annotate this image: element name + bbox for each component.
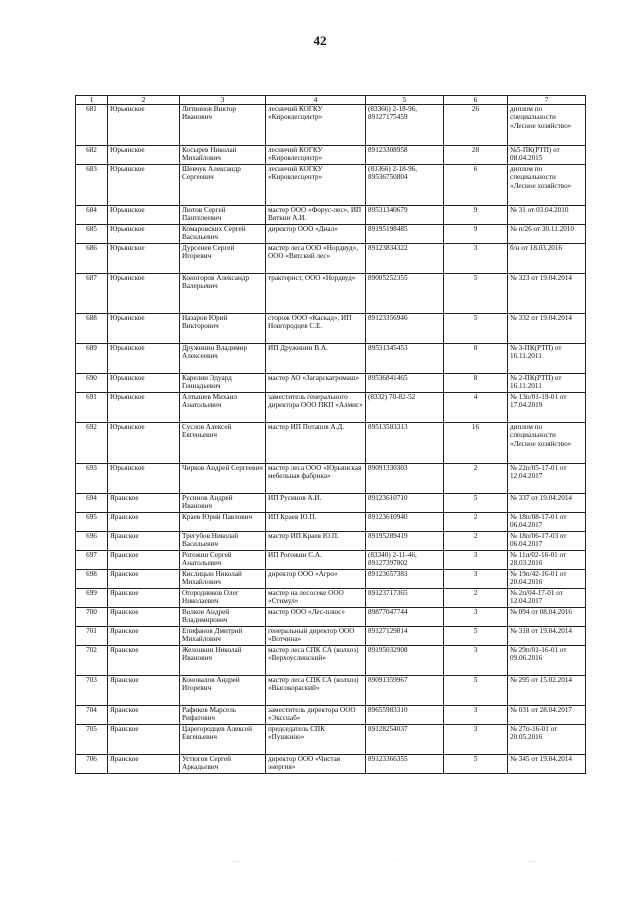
person-name-cell: Русинов Андрей Иванович: [180, 494, 266, 513]
district-cell: Яранское: [108, 627, 180, 646]
person-name-cell: Царегородцев Алексей Евгеньевич: [180, 725, 266, 755]
district-cell: Яранское: [108, 755, 180, 774]
district-cell: Яранское: [108, 646, 180, 676]
district-cell: Яранское: [108, 551, 180, 570]
table-row: [76, 706, 586, 725]
phone-cell: 89195032908: [366, 646, 444, 676]
document-cell: № 19п/42-16-01 от 20.04.2016: [508, 570, 586, 589]
district-cell: Юрьянское: [108, 423, 180, 464]
scan-marks: . . . · . . .: [232, 858, 536, 864]
document-cell: диплом по специальности «Лесное хозяйство»: [508, 423, 586, 464]
position-cell: мастер ИП Краев Ю.П.: [266, 532, 366, 551]
column-header: 2: [108, 96, 180, 105]
position-cell: директор ООО «Агро»: [266, 570, 366, 589]
table-row: [76, 755, 586, 774]
page-number: 42: [313, 33, 327, 48]
district-cell: Юрьянское: [108, 146, 180, 165]
table-row: [76, 423, 586, 464]
person-name-cell: Литвинов Виктор Иванович: [180, 105, 266, 146]
position-cell: мастер на лесосеке ООО «Стимул»: [266, 589, 366, 608]
district-cell: Юрьянское: [108, 244, 180, 274]
person-name-cell: Рогожин Сергей Анатольевич: [180, 551, 266, 570]
person-name-cell: Огородников Олег Николаевич: [180, 589, 266, 608]
table-row: [76, 244, 586, 274]
document-cell: диплом по специальности «Лесное хозяйство»: [508, 105, 586, 146]
district-cell: Яранское: [108, 725, 180, 755]
table-row: [76, 513, 586, 532]
experience-cell: 3: [444, 551, 508, 570]
phone-cell: 89123308958: [366, 146, 444, 165]
position-cell: мастер леса СПК СА (колхоз) «Высокораский»: [266, 676, 366, 706]
document-cell: № 11п/02-16-01 от 28.03.2016: [508, 551, 586, 570]
phone-cell: 89655983310: [366, 706, 444, 725]
row-number: 702: [76, 646, 108, 676]
table-row: [76, 206, 586, 225]
table-row: [76, 570, 586, 589]
district-cell: Яранское: [108, 706, 180, 725]
row-number: 698: [76, 570, 108, 589]
position-cell: тракторист, ООО «Нордвуд»: [266, 274, 366, 314]
experience-cell: 28: [444, 146, 508, 165]
experience-cell: 8: [444, 374, 508, 393]
person-name-cell: Желонкин Николай Иванович: [180, 646, 266, 676]
district-cell: Юрьянское: [108, 344, 180, 374]
table-row: [76, 676, 586, 706]
phone-cell: (83340) 2-11-46, 89127397802: [366, 551, 444, 570]
person-name-cell: Алтышев Михаил Анатольевич: [180, 393, 266, 423]
experience-cell: 5: [444, 627, 508, 646]
experience-cell: 3: [444, 244, 508, 274]
row-number: 690: [76, 374, 108, 393]
row-number: 692: [76, 423, 108, 464]
position-cell: мастер АО «Загарскагромаш»: [266, 374, 366, 393]
document-cell: б/н от 18.03.2016: [508, 244, 586, 274]
registry-table: [75, 95, 586, 774]
column-header: 1: [76, 96, 108, 105]
person-name-cell: Косырев Николай Михайлович: [180, 146, 266, 165]
document-cell: № 18п/06-17-03 от 06.04.2017: [508, 532, 586, 551]
phone-cell: 89123834322: [366, 244, 444, 274]
position-cell: мастер ИП Потапов А.Д.: [266, 423, 366, 464]
row-number: 684: [76, 206, 108, 225]
table-row: [76, 393, 586, 423]
position-cell: ИП Рогожин С.А.: [266, 551, 366, 570]
person-name-cell: Устюгов Сергей Аркадьевич: [180, 755, 266, 774]
district-cell: Яранское: [108, 494, 180, 513]
person-name-cell: Рафиков Марсель Рифатович: [180, 706, 266, 725]
row-number: 706: [76, 755, 108, 774]
row-number: 705: [76, 725, 108, 755]
table-row: [76, 608, 586, 627]
phone-cell: 89128254037: [366, 725, 444, 755]
column-header: 3: [180, 96, 266, 105]
row-number: 688: [76, 314, 108, 344]
table-row: [76, 646, 586, 676]
district-cell: Юрьянское: [108, 464, 180, 494]
district-cell: Яранское: [108, 570, 180, 589]
table-row: [76, 464, 586, 494]
column-header: 6: [444, 96, 508, 105]
person-name-cell: Трегубов Николай Васильевич: [180, 532, 266, 551]
person-name-cell: Комаровских Сергей Васильевич: [180, 225, 266, 244]
row-number: 682: [76, 146, 108, 165]
person-name-cell: Назаров Юрий Викторович: [180, 314, 266, 344]
person-name-cell: Епифанов Дмитрий Михайлович: [180, 627, 266, 646]
experience-cell: 3: [444, 725, 508, 755]
phone-cell: 89195198485: [366, 225, 444, 244]
position-cell: директор ООО «Чистая энергия»: [266, 755, 366, 774]
person-name-cell: Коногоров Александр Валерьевич: [180, 274, 266, 314]
experience-cell: 5: [444, 755, 508, 774]
table-row: [76, 274, 586, 314]
experience-cell: 3: [444, 706, 508, 725]
row-number: 683: [76, 165, 108, 206]
phone-cell: 89091330303: [366, 464, 444, 494]
phone-cell: 89127129814: [366, 627, 444, 646]
document-cell: № 094 от 08.04.2016: [508, 608, 586, 627]
district-cell: Юрьянское: [108, 225, 180, 244]
row-number: 699: [76, 589, 108, 608]
phone-cell: 89531340679: [366, 206, 444, 225]
table-row: [76, 105, 586, 146]
table-row: [76, 532, 586, 551]
phone-cell: 89123356946: [366, 314, 444, 344]
person-name-cell: Коновалов Андрей Игоревич: [180, 676, 266, 706]
table-row: [76, 589, 586, 608]
experience-cell: 2: [444, 464, 508, 494]
person-name-cell: Чирков Андрей Сергеевич: [180, 464, 266, 494]
person-name-cell: Дурсенев Сергей Игоревич: [180, 244, 266, 274]
table-row: [76, 494, 586, 513]
district-cell: Яранское: [108, 676, 180, 706]
district-cell: Яранское: [108, 532, 180, 551]
district-cell: Яранское: [108, 589, 180, 608]
district-cell: Юрьянское: [108, 206, 180, 225]
document-cell: № 345 от 19.04.2014: [508, 755, 586, 774]
district-cell: Юрьянское: [108, 274, 180, 314]
district-cell: Юрьянское: [108, 393, 180, 423]
table-row: [76, 725, 586, 755]
phone-cell: (83366) 2-18-96, 89127175459: [366, 105, 444, 146]
table-row: [76, 551, 586, 570]
experience-cell: 2: [444, 532, 508, 551]
document-cell: диплом по специальности «Лесное хозяйство»: [508, 165, 586, 206]
experience-cell: 9: [444, 225, 508, 244]
position-cell: лесничий КОГКУ «Кировлесцентр»: [266, 105, 366, 146]
phone-cell: 89536841465: [366, 374, 444, 393]
document-cell: № 3-ПК(РТП) от 16.11.2011: [508, 344, 586, 374]
document-cell: № 031 от 28.04.2017: [508, 706, 586, 725]
experience-cell: 9: [444, 206, 508, 225]
experience-cell: 5: [444, 314, 508, 344]
position-cell: директор ООО «Диал»: [266, 225, 366, 244]
document-cell: № 323 от 19.04.2014: [508, 274, 586, 314]
row-number: 687: [76, 274, 108, 314]
experience-cell: 5: [444, 274, 508, 314]
table-row: [76, 146, 586, 165]
position-cell: генеральный директор ООО «Вотчина»: [266, 627, 366, 646]
experience-cell: 3: [444, 646, 508, 676]
phone-cell: 89123610710: [366, 494, 444, 513]
position-cell: ИП Краев Ю.П.: [266, 513, 366, 532]
document-cell: № 18п/08-17-01 от 06.04.2017: [508, 513, 586, 532]
position-cell: мастер леса ООО «Юрьянская мебельная фабрика»: [266, 464, 366, 494]
column-number-row: [76, 96, 586, 105]
position-cell: мастер леса ООО «Нордвуд», ООО «Вятский лес»: [266, 244, 366, 274]
document-cell: № 27п-16-01 от 20.05.2016: [508, 725, 586, 755]
column-header: 4: [266, 96, 366, 105]
district-cell: Юрьянское: [108, 105, 180, 146]
position-cell: мастер ООО «Лес-плюс»: [266, 608, 366, 627]
document-cell: № 337 от 19.04.2014: [508, 494, 586, 513]
experience-cell: 3: [444, 570, 508, 589]
table-row: [76, 344, 586, 374]
table-header: [76, 96, 586, 105]
phone-cell: (83366) 2-18-96, 89536750804: [366, 165, 444, 206]
person-name-cell: Лютов Сергей Пантелеевич: [180, 206, 266, 225]
column-header: 5: [366, 96, 444, 105]
position-cell: ИП Русинов А.И.: [266, 494, 366, 513]
row-number: 681: [76, 105, 108, 146]
person-name-cell: Шевчук Александр Сергеевич: [180, 165, 266, 206]
row-number: 695: [76, 513, 108, 532]
table-row: [76, 314, 586, 344]
phone-cell: 89091359967: [366, 676, 444, 706]
document-cell: №5-ПК(РТП) от 08.04.2015: [508, 146, 586, 165]
position-cell: ИП Дружинин В.А.: [266, 344, 366, 374]
document-cell: № 332 от 19.04.2014: [508, 314, 586, 344]
person-name-cell: Карелин Эдуард Геннадьевич: [180, 374, 266, 393]
document-cell: № 2п/04-17-01 от 12.04.2017: [508, 589, 586, 608]
phone-cell: 89513503313: [366, 423, 444, 464]
experience-cell: 2: [444, 589, 508, 608]
experience-cell: 6: [444, 165, 508, 206]
phone-cell: 89877047744: [366, 608, 444, 627]
experience-cell: 26: [444, 105, 508, 146]
district-cell: Юрьянское: [108, 374, 180, 393]
position-cell: мастер леса СПК СА (колхоз) «Верхоуслинский»: [266, 646, 366, 676]
phone-cell: 89123610940: [366, 513, 444, 532]
position-cell: председатель СПК «Пушкино»: [266, 725, 366, 755]
person-name-cell: Кислицын Николай Михайлович: [180, 570, 266, 589]
district-cell: Яранское: [108, 513, 180, 532]
row-number: 686: [76, 244, 108, 274]
row-number: 704: [76, 706, 108, 725]
table-row: [76, 627, 586, 646]
row-number: 693: [76, 464, 108, 494]
table-body: [76, 105, 586, 774]
person-name-cell: Суслов Алексей Евгеньевич: [180, 423, 266, 464]
row-number: 696: [76, 532, 108, 551]
district-cell: Юрьянское: [108, 165, 180, 206]
experience-cell: 3: [444, 608, 508, 627]
phone-cell: 89195289419: [366, 532, 444, 551]
phone-cell: (8332) 70-82-52: [366, 393, 444, 423]
phone-cell: 89123717365: [366, 589, 444, 608]
experience-cell: 4: [444, 393, 508, 423]
experience-cell: 2: [444, 513, 508, 532]
document-cell: № 2-ПК(РТП) от 16.11.2011: [508, 374, 586, 393]
experience-cell: 5: [444, 494, 508, 513]
row-number: 691: [76, 393, 108, 423]
position-cell: мастер ООО «Форус-лес», ИП Вяткин А.И.: [266, 206, 366, 225]
position-cell: сторож ООО «Каскад», ИП Новгородцев С.Е.: [266, 314, 366, 344]
person-name-cell: Волков Андрей Владимирович: [180, 608, 266, 627]
row-number: 701: [76, 627, 108, 646]
row-number: 700: [76, 608, 108, 627]
phone-cell: 89123366355: [366, 755, 444, 774]
document-cell: № 31 от 03.04.2010: [508, 206, 586, 225]
position-cell: лесничий КОГКУ «Кировлесцентр»: [266, 146, 366, 165]
phone-cell: 89005252355: [366, 274, 444, 314]
phone-cell: 89123657383: [366, 570, 444, 589]
table-row: [76, 165, 586, 206]
table-row: [76, 374, 586, 393]
row-number: 703: [76, 676, 108, 706]
row-number: 694: [76, 494, 108, 513]
row-number: 689: [76, 344, 108, 374]
position-cell: заместитель директора ООО «Эксснаб»: [266, 706, 366, 725]
document-cell: № 29п/01-16-01 от 09.06.2016: [508, 646, 586, 676]
experience-cell: 5: [444, 676, 508, 706]
row-number: 697: [76, 551, 108, 570]
position-cell: заместитель генерального директора ООО ПКП «Алмис»: [266, 393, 366, 423]
person-name-cell: Краев Юрий Павлович: [180, 513, 266, 532]
document-cell: № п/26 от 30.11.2010: [508, 225, 586, 244]
document-cell: № 22п/05-17-01 от 12.04.2017: [508, 464, 586, 494]
phone-cell: 89531345453: [366, 344, 444, 374]
row-number: 685: [76, 225, 108, 244]
district-cell: Яранское: [108, 608, 180, 627]
document-cell: № 295 от 15.02.2014: [508, 676, 586, 706]
experience-cell: 8: [444, 344, 508, 374]
position-cell: лесничий КОГКУ «Кировлесцентр»: [266, 165, 366, 206]
document-cell: № 318 от 19.04.2014: [508, 627, 586, 646]
district-cell: Юрьянское: [108, 314, 180, 344]
document-cell: № 13п/01-19-01 от 17.04.2019: [508, 393, 586, 423]
experience-cell: 16: [444, 423, 508, 464]
person-name-cell: Дружинин Владимир Алексеевич: [180, 344, 266, 374]
column-header: 7: [508, 96, 586, 105]
table-row: [76, 225, 586, 244]
